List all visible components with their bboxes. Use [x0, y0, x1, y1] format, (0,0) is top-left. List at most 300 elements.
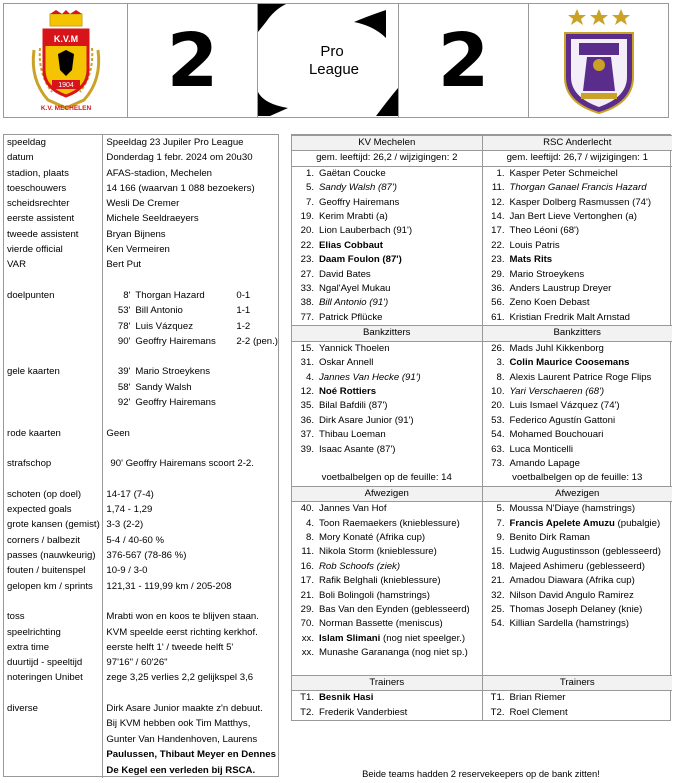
belgians-row: [292, 471, 672, 486]
player-name: Colin Maurice Coosemans: [509, 357, 630, 369]
shirt-number: 3.: [496, 357, 505, 369]
shirt-number: 36.: [491, 283, 505, 295]
player-cell: [292, 428, 482, 442]
stats-row: [4, 533, 278, 548]
shirt-number: T1.: [300, 692, 314, 704]
player-cell: [482, 268, 672, 282]
lineup-row: [292, 282, 672, 296]
team-age-row-away: gem. leeftijd: 26,7 / wijzigingen: 1: [482, 151, 672, 166]
shirt-number: 70.: [300, 618, 314, 630]
player-cell: [292, 603, 482, 617]
player-cell: [292, 646, 482, 660]
yellow-card-item: [106, 364, 278, 379]
player-name: Frederik Vanderbiest: [319, 706, 408, 718]
match-info-panel: [3, 134, 279, 777]
shirt-number: 15.: [300, 342, 314, 354]
goal-score: 1-2: [236, 320, 251, 332]
shirt-number: 8.: [305, 531, 314, 543]
away-score: 2: [437, 17, 490, 104]
shirt-number: 1.: [305, 167, 314, 179]
extra-key: duurtijd - speeltijd: [4, 655, 103, 670]
player-name: Bilal Bafdili (87'): [319, 400, 388, 412]
stats-key: schoten (op doel): [4, 487, 103, 502]
player-cell: [482, 517, 672, 531]
player-name: Killian Sardella (hamstrings): [509, 618, 629, 630]
shirt-number: T2.: [490, 706, 505, 718]
stats-value: 121,31 - 119,99 km / 205-208: [106, 580, 232, 592]
info-row: [4, 181, 278, 196]
player-name: Ludwig Augustinsson (geblesseerd): [509, 546, 661, 558]
player-cell: [292, 210, 482, 224]
info-value: Michele Seeldraeyers: [106, 213, 199, 225]
player-name: Rafik Belghali (knieblessure): [319, 575, 441, 587]
player-name: Mats Rits: [509, 254, 553, 266]
player-name: Jannes Van Hecke (91'): [319, 371, 421, 383]
card-minute: 58': [117, 381, 131, 393]
info-value: Donderdag 1 febr. 2024 om 20u30: [106, 152, 253, 164]
goal-minute: 78': [117, 320, 131, 332]
stats-row: [4, 548, 278, 563]
player-cell: [482, 632, 672, 646]
player-cell: [482, 589, 672, 603]
info-key: VAR: [4, 257, 103, 272]
player-cell: [482, 560, 672, 574]
extra-value: zege 3,25 verlies 2,2 gelijkspel 3,6: [106, 672, 254, 684]
player-note: (nog niet speelger.): [383, 632, 466, 644]
home-crest-cell: [4, 4, 128, 117]
stats-value: 5-4 / 40-60 %: [106, 534, 165, 546]
player-name: Roel Clement: [509, 706, 568, 718]
bench-row: [292, 457, 672, 471]
player-cell: [292, 181, 482, 195]
player-cell: [292, 706, 482, 720]
info-key: scheidsrechter: [4, 196, 103, 211]
extra-key: speelrichting: [4, 625, 103, 640]
shirt-number: 20.: [491, 400, 505, 412]
goal-minute: 53': [117, 305, 131, 317]
absent-header-row: [292, 486, 672, 501]
yellow-card-item: [106, 380, 278, 395]
shirt-number: 7.: [496, 517, 505, 529]
player-cell: [482, 282, 672, 296]
player-name: Jan Bert Lieve Vertonghen (a): [509, 211, 637, 223]
stats-row: [4, 563, 278, 578]
info-key: eerste assistent: [4, 211, 103, 226]
shirt-number: 12.: [300, 385, 314, 397]
stats-row: [4, 517, 278, 532]
penalty-label: strafschop: [4, 456, 103, 471]
player-cell: [482, 691, 672, 706]
player-name: Brian Riemer: [509, 692, 566, 704]
absent-row: [292, 574, 672, 588]
player-name: Thibau Loeman: [319, 429, 386, 441]
extra-row: [4, 670, 278, 685]
stats-key: corners / balbezit: [4, 533, 103, 548]
player-cell: [482, 166, 672, 181]
away-score-cell: [399, 4, 529, 117]
player-name: Louis Patris: [509, 239, 560, 251]
player-name: Geoffry Hairemans: [319, 196, 400, 208]
pro-league-logo-icon: [258, 4, 398, 117]
bench-header-row: [292, 326, 672, 341]
player-cell: [482, 341, 672, 356]
player-cell: [482, 531, 672, 545]
player-name: Luis Ismael Vázquez (74'): [509, 400, 620, 412]
player-cell: [292, 632, 482, 646]
shirt-number: 38.: [300, 297, 314, 309]
crest-year-text: 1904: [57, 81, 74, 89]
goals-label: doelpunten: [4, 288, 103, 349]
stats-value: 376-567 (78-86 %): [106, 550, 187, 562]
player-cell: [292, 574, 482, 588]
shirt-number: 16.: [300, 560, 314, 572]
absent-row: [292, 502, 672, 517]
lineups-panel: [291, 134, 671, 721]
belgians-row-home: voetbalbelgen op de feuille: 14: [321, 472, 452, 484]
goal-score: 2-2 (pen.): [236, 335, 278, 347]
stats-row: [4, 579, 278, 594]
shirt-number: 8.: [496, 371, 505, 383]
lineup-row: [292, 181, 672, 195]
bench-row: [292, 443, 672, 457]
diverse-text: [103, 701, 278, 779]
stats-key: grote kansen (gemist): [4, 517, 103, 532]
goal-minute: 90': [117, 335, 131, 347]
goal-item: [106, 334, 278, 349]
shirt-number: 20.: [300, 225, 314, 237]
player-cell: [482, 706, 672, 720]
info-row: [4, 227, 278, 242]
player-cell: [292, 517, 482, 531]
shirt-number: 61.: [491, 311, 505, 323]
player-cell: [482, 574, 672, 588]
shirt-number: 23.: [491, 254, 505, 266]
player-name: Theo Léoni (68'): [509, 225, 580, 237]
goal-scorer: Geoffry Hairemans: [135, 335, 216, 347]
shirt-number: 31.: [300, 357, 314, 369]
player-cell: [292, 341, 482, 356]
shirt-number: 33.: [300, 283, 314, 295]
shirt-number: 5.: [305, 182, 314, 194]
shirt-number: 17.: [491, 225, 505, 237]
player-name: Rob Schoofs (ziek): [319, 560, 401, 572]
player-name: Norman Bassette (meniscus): [319, 618, 443, 630]
extra-value: Mrabti won en koos te blijven staan.: [106, 611, 259, 623]
shirt-number: T1.: [490, 692, 505, 704]
league-logo-pro: Pro: [320, 43, 344, 60]
info-row: [4, 150, 278, 165]
trainer-row: [292, 691, 672, 706]
player-cell: [292, 560, 482, 574]
shirt-number: 25.: [491, 604, 505, 615]
shirt-number: 36.: [300, 414, 314, 426]
shirt-number: 22.: [300, 239, 314, 251]
lineup-row: [292, 296, 672, 310]
lineup-row: [292, 311, 672, 326]
belgians-row-away: voetbalbelgen op de feuille: 13: [482, 471, 672, 486]
lineup-row: [292, 253, 672, 267]
shirt-number: 53.: [491, 414, 505, 426]
trainer-row: [292, 706, 672, 720]
diverse-line: Paulussen, Thibaut Meyer en Dennes: [106, 749, 276, 761]
player-cell: [292, 282, 482, 296]
shirt-number: 10.: [491, 385, 505, 397]
player-name: [319, 633, 465, 644]
info-row: [4, 135, 278, 150]
player-cell: [482, 603, 672, 617]
player-cell: [482, 296, 672, 310]
player-name: Kasper Peter Schmeichel: [509, 167, 618, 179]
absent-row: [292, 531, 672, 545]
card-player: Geoffry Hairemans: [135, 397, 216, 409]
player-name: Alexis Laurent Patrice Roge Flips: [509, 371, 652, 383]
player-name: Jannes Van Hof: [319, 503, 387, 515]
bench-header-row-away: Bankzitters: [482, 326, 672, 341]
diverse-label: diverse: [4, 701, 103, 779]
player-name: Yannick Thoelen: [319, 342, 390, 354]
trainers-header-row: [292, 676, 672, 691]
player-cell: [482, 443, 672, 457]
footer-note: Beide teams hadden 2 reservekeepers op de bank zitten!: [362, 768, 600, 779]
player-name: Benito Dirk Raman: [509, 531, 591, 543]
player-name: Lion Lauberbach (91'): [319, 225, 413, 237]
lineup-row: [292, 210, 672, 224]
yellow-cards-label: gele kaarten: [4, 364, 103, 410]
player-name: Federico Agustín Gattoni: [509, 414, 616, 426]
shirt-number: 11.: [491, 182, 505, 194]
absent-row: [292, 603, 672, 617]
player-name: Ngal'Ayel Mukau: [319, 283, 391, 295]
player-cell: [292, 371, 482, 385]
player-name: Sandy Walsh (87'): [319, 182, 397, 194]
player-cell: [482, 253, 672, 267]
player-name: Mario Stroeykens: [509, 268, 585, 280]
goal-item: [106, 303, 278, 318]
bench-row: [292, 385, 672, 399]
info-row: [4, 166, 278, 181]
player-cell: [482, 428, 672, 442]
stats-value: 1,74 - 1,29: [106, 504, 153, 516]
player-cell: [292, 296, 482, 310]
shirt-number: 29.: [300, 604, 314, 615]
shirt-number: 26.: [491, 342, 505, 354]
player-cell: [292, 617, 482, 631]
info-row: [4, 196, 278, 211]
goal-scorer: Luis Vázquez: [135, 320, 194, 332]
shirt-number: 54.: [491, 429, 505, 441]
bench-row: [292, 341, 672, 356]
shirt-number: 9.: [496, 531, 505, 543]
shirt-number: 12.: [491, 196, 505, 208]
home-score-cell: [128, 4, 258, 117]
extra-key: toss: [4, 609, 103, 624]
player-cell: [482, 385, 672, 399]
shirt-number: xx.: [301, 632, 314, 644]
shirt-number: 29.: [491, 268, 505, 280]
player-name: Daam Foulon (87'): [319, 254, 402, 266]
player-name: Nikola Storm (knieblessure): [319, 546, 437, 558]
player-cell: [292, 443, 482, 457]
stats-key: expected goals: [4, 502, 103, 517]
stats-value: 10-9 / 3-0: [106, 565, 148, 577]
player-name: Anders Laustrup Dreyer: [509, 283, 612, 295]
player-name: Amando Lapage: [509, 457, 580, 469]
player-cell: [292, 589, 482, 603]
team-names-row-home: KV Mechelen: [292, 136, 482, 151]
card-minute: 92': [117, 397, 131, 409]
player-name: Oskar Annell: [319, 357, 374, 369]
penalty-value: [103, 456, 278, 471]
player-cell: [482, 311, 672, 326]
shirt-number: 21.: [491, 575, 505, 587]
info-row: [4, 257, 278, 272]
lineup-row: [292, 196, 672, 210]
extra-row: [4, 655, 278, 670]
team-age-row: [292, 151, 672, 166]
card-player: Sandy Walsh: [135, 381, 192, 393]
player-name: Kristian Fredrik Malt Arnstad: [509, 311, 630, 323]
shirt-number: 27.: [300, 268, 314, 280]
player-name: Elias Cobbaut: [319, 239, 383, 251]
shirt-number: 39.: [300, 443, 314, 455]
player-name: Bill Antonio (91'): [319, 297, 389, 309]
shirt-number: 11.: [301, 546, 314, 558]
stats-value: 3-3 (2-2): [106, 519, 144, 531]
player-cell: [292, 311, 482, 326]
absent-row: [292, 589, 672, 603]
diverse-line: De Kegel een verleden bij RSCA.: [106, 764, 256, 776]
stats-value: 14-17 (7-4): [106, 488, 154, 500]
player-name: Amadou Diawara (Afrika cup): [509, 575, 635, 587]
stats-row: [4, 487, 278, 502]
player-name-bold: Francis Apelete Amuzu: [509, 517, 618, 529]
trainers-header-row-home: Trainers: [292, 676, 482, 691]
absent-row: [292, 617, 672, 631]
lineup-row: [292, 239, 672, 253]
player-note: (pubalgie): [617, 517, 661, 529]
info-row: [4, 211, 278, 226]
player-name: David Bates: [319, 268, 371, 280]
player-name: Luca Monticelli: [509, 443, 573, 455]
absent-row: [292, 560, 672, 574]
player-name: Noé Rottiers: [319, 385, 377, 397]
extra-value: 97'16" / 60'26": [106, 657, 168, 669]
player-name: Moussa N'Diaye (hamstrings): [509, 503, 636, 515]
player-cell: [292, 414, 482, 428]
player-cell: [292, 253, 482, 267]
shirt-number: 77.: [300, 311, 314, 323]
info-value: Wesli De Cremer: [106, 198, 180, 210]
shirt-number: 17.: [300, 575, 314, 587]
stats-row: [4, 502, 278, 517]
lineup-row: [292, 268, 672, 282]
spacer-row: [292, 661, 672, 676]
player-name: Yari Verschaeren (68'): [509, 385, 605, 397]
player-name: [510, 518, 661, 529]
player-cell: [292, 399, 482, 413]
player-cell: [292, 691, 482, 706]
lineup-row: [292, 166, 672, 181]
goal-item: [106, 319, 278, 334]
info-value: AFAS-stadion, Mechelen: [106, 167, 212, 179]
trainers-header-row-away: Trainers: [482, 676, 672, 691]
player-name: Boli Bolingoli (hamstrings): [319, 589, 430, 601]
card-player: Mario Stroeykens: [135, 366, 211, 378]
yellow-cards-list: [103, 364, 278, 410]
shirt-number: 15.: [491, 546, 505, 558]
info-key: stadion, plaats: [4, 166, 103, 181]
shirt-number: 54.: [491, 618, 505, 630]
player-name: Bas Van den Eynden (geblesseerd): [319, 604, 470, 615]
info-key: vierde official: [4, 242, 103, 257]
player-name: Gaëtan Coucke: [319, 167, 386, 179]
extra-key: noteringen Unibet: [4, 670, 103, 685]
player-name: Kasper Dolberg Rasmussen (74'): [509, 196, 652, 208]
info-key: datum: [4, 150, 103, 165]
absent-row: [292, 517, 672, 531]
stats-key: gelopen km / sprints: [4, 579, 103, 594]
shirt-number: 18.: [491, 560, 505, 572]
shirt-number: 32.: [491, 589, 505, 601]
bench-header-row-home: Bankzitters: [292, 326, 482, 341]
card-minute: 39': [117, 366, 131, 378]
shirt-number: 19.: [300, 211, 314, 223]
player-cell: [482, 457, 672, 471]
shirt-number: 4.: [305, 371, 314, 383]
shirt-number: 35.: [300, 400, 314, 412]
yellow-card-item: [106, 395, 278, 410]
player-name: Dirk Asare Junior (91'): [319, 414, 414, 426]
shirt-number: T2.: [300, 706, 314, 718]
shirt-number: xx.: [301, 647, 314, 659]
player-name: Munashe Garananga (nog niet sp.): [319, 647, 468, 659]
info-value: Bert Put: [106, 259, 142, 271]
shirt-number: 14.: [491, 211, 505, 223]
extra-value: eerste helft 1' / tweede helft 5': [106, 641, 234, 653]
bench-row: [292, 428, 672, 442]
player-cell: [292, 502, 482, 517]
shirt-number: 37.: [300, 429, 314, 441]
info-value: Ken Vermeiren: [106, 244, 170, 256]
player-cell: [292, 531, 482, 545]
player-name: Toon Raemaekers (knieblessure): [319, 517, 460, 529]
player-cell: [292, 457, 482, 471]
player-cell: [482, 617, 672, 631]
info-value: Speeldag 23 Jupiler Pro League: [106, 137, 244, 148]
player-name: Majeed Ashimeru (geblesseerd): [509, 560, 645, 572]
player-name: Nilson David Angulo Ramirez: [509, 589, 634, 601]
player-name: Patrick Pflücke: [319, 311, 383, 323]
crest-name-text: K.V. MECHELEN: [40, 104, 91, 112]
player-cell: [292, 166, 482, 181]
lineup-row: [292, 224, 672, 238]
absent-row: [292, 545, 672, 559]
league-logo-cell: [258, 4, 399, 117]
diverse-line: Gunter Van Handenhoven, Laurens: [106, 733, 258, 745]
team-names-row: [292, 136, 672, 151]
player-cell: [482, 356, 672, 370]
player-cell: [482, 210, 672, 224]
player-name: Zeno Koen Debast: [509, 297, 590, 309]
player-name: Isaac Asante (87'): [319, 443, 396, 455]
info-value: Bryan Bijnens: [106, 228, 166, 240]
shirt-number: 40.: [300, 503, 314, 515]
extra-row: [4, 625, 278, 640]
player-cell: [292, 356, 482, 370]
stats-key: passes (nauwkeurig): [4, 548, 103, 563]
player-cell: [292, 239, 482, 253]
info-key: toeschouwers: [4, 181, 103, 196]
